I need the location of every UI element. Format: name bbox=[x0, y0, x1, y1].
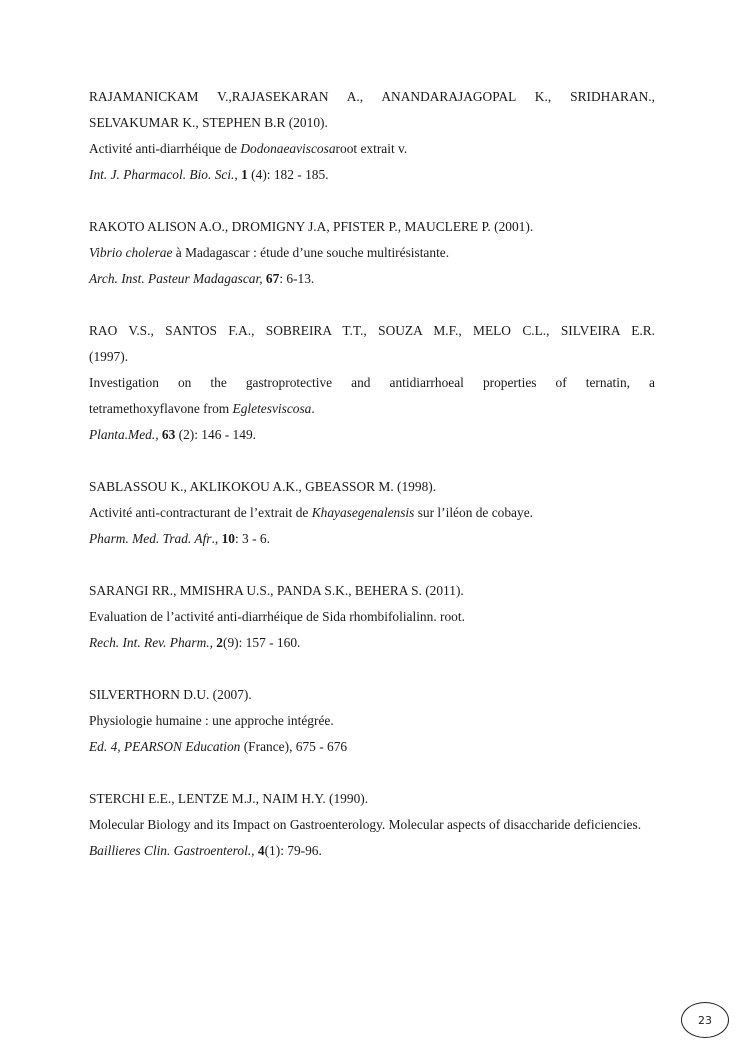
reference-title: Vibrio cholerae à Madagascar : étude d’une souche multirésistante. bbox=[89, 245, 450, 260]
reference-entry bbox=[89, 84, 655, 188]
reference-authors: SARANGI RR., MMISHRA U.S., PANDA S.K., BEHERA S. (2011). bbox=[89, 583, 464, 598]
page-number: 23 bbox=[681, 1002, 729, 1038]
reference-title: Physiologie humaine : une approche intégrée. bbox=[89, 713, 334, 728]
reference-authors: RAO V.S., SANTOS F.A., SOBREIRA T.T., SOUZA M.F., MELO C.L., SILVEIRA E.R. bbox=[89, 323, 655, 338]
reference-authors: RAKOTO ALISON A.O., DROMIGNY J.A, PFISTER P., MAUCLERE P. (2001). bbox=[89, 219, 534, 234]
reference-entry bbox=[89, 318, 655, 448]
reference-source: Rech. Int. Rev. Pharm., 2(9): 157 - 160. bbox=[89, 635, 301, 650]
reference-source: Planta.Med., 63 (2): 146 - 149. bbox=[89, 427, 256, 442]
reference-title: Investigation on the gastroprotective and antidiarrhoeal properties of ternatin, a bbox=[89, 375, 655, 390]
reference-entry bbox=[89, 214, 655, 292]
reference-title: Activité anti-diarrhéique de Dodonaeaviscosaroot extrait v. bbox=[89, 141, 408, 156]
reference-title: Activité anti-contracturant de l’extrait de Khayasegenalensis sur l’iléon de cobaye. bbox=[89, 505, 533, 520]
reference-source: Int. J. Pharmacol. Bio. Sci., 1 (4): 182 - 185. bbox=[89, 167, 329, 182]
reference-source: Ed. 4, PEARSON Education (France), 675 - 676 bbox=[89, 739, 348, 754]
reference-source: Baillieres Clin. Gastroenterol., 4(1): 79-96. bbox=[89, 843, 322, 858]
reference-entry bbox=[89, 474, 655, 552]
reference-authors: STERCHI E.E., LENTZE M.J., NAIM H.Y. (1990). bbox=[89, 791, 369, 806]
reference-authors: SILVERTHORN D.U. (2007). bbox=[89, 687, 252, 702]
reference-entry bbox=[89, 786, 655, 864]
reference-title: Evaluation de l’activité anti-diarrhéique de Sida rhombifolialinn. root. bbox=[89, 609, 465, 624]
reference-authors: SELVAKUMAR K., STEPHEN B.R (2010). bbox=[89, 115, 328, 130]
reference-title: Molecular Biology and its Impact on Gastroenterology. Molecular aspects of disaccharide deficiencies. bbox=[89, 817, 642, 832]
reference-entry bbox=[89, 578, 655, 656]
reference-authors: (1997). bbox=[89, 349, 129, 364]
reference-source: Arch. Inst. Pasteur Madagascar, 67: 6-13. bbox=[89, 271, 315, 286]
reference-list bbox=[89, 84, 655, 890]
reference-authors: RAJAMANICKAM V.,RAJASEKARAN A., ANANDARAJAGOPAL K., SRIDHARAN., bbox=[89, 89, 655, 104]
reference-title: tetramethoxyflavone from Egletesviscosa. bbox=[89, 401, 315, 416]
reference-source: Pharm. Med. Trad. Afr., 10: 3 - 6. bbox=[89, 531, 270, 546]
reference-entry bbox=[89, 682, 655, 760]
reference-authors: SABLASSOU K., AKLIKOKOU A.K., GBEASSOR M. (1998). bbox=[89, 479, 437, 494]
